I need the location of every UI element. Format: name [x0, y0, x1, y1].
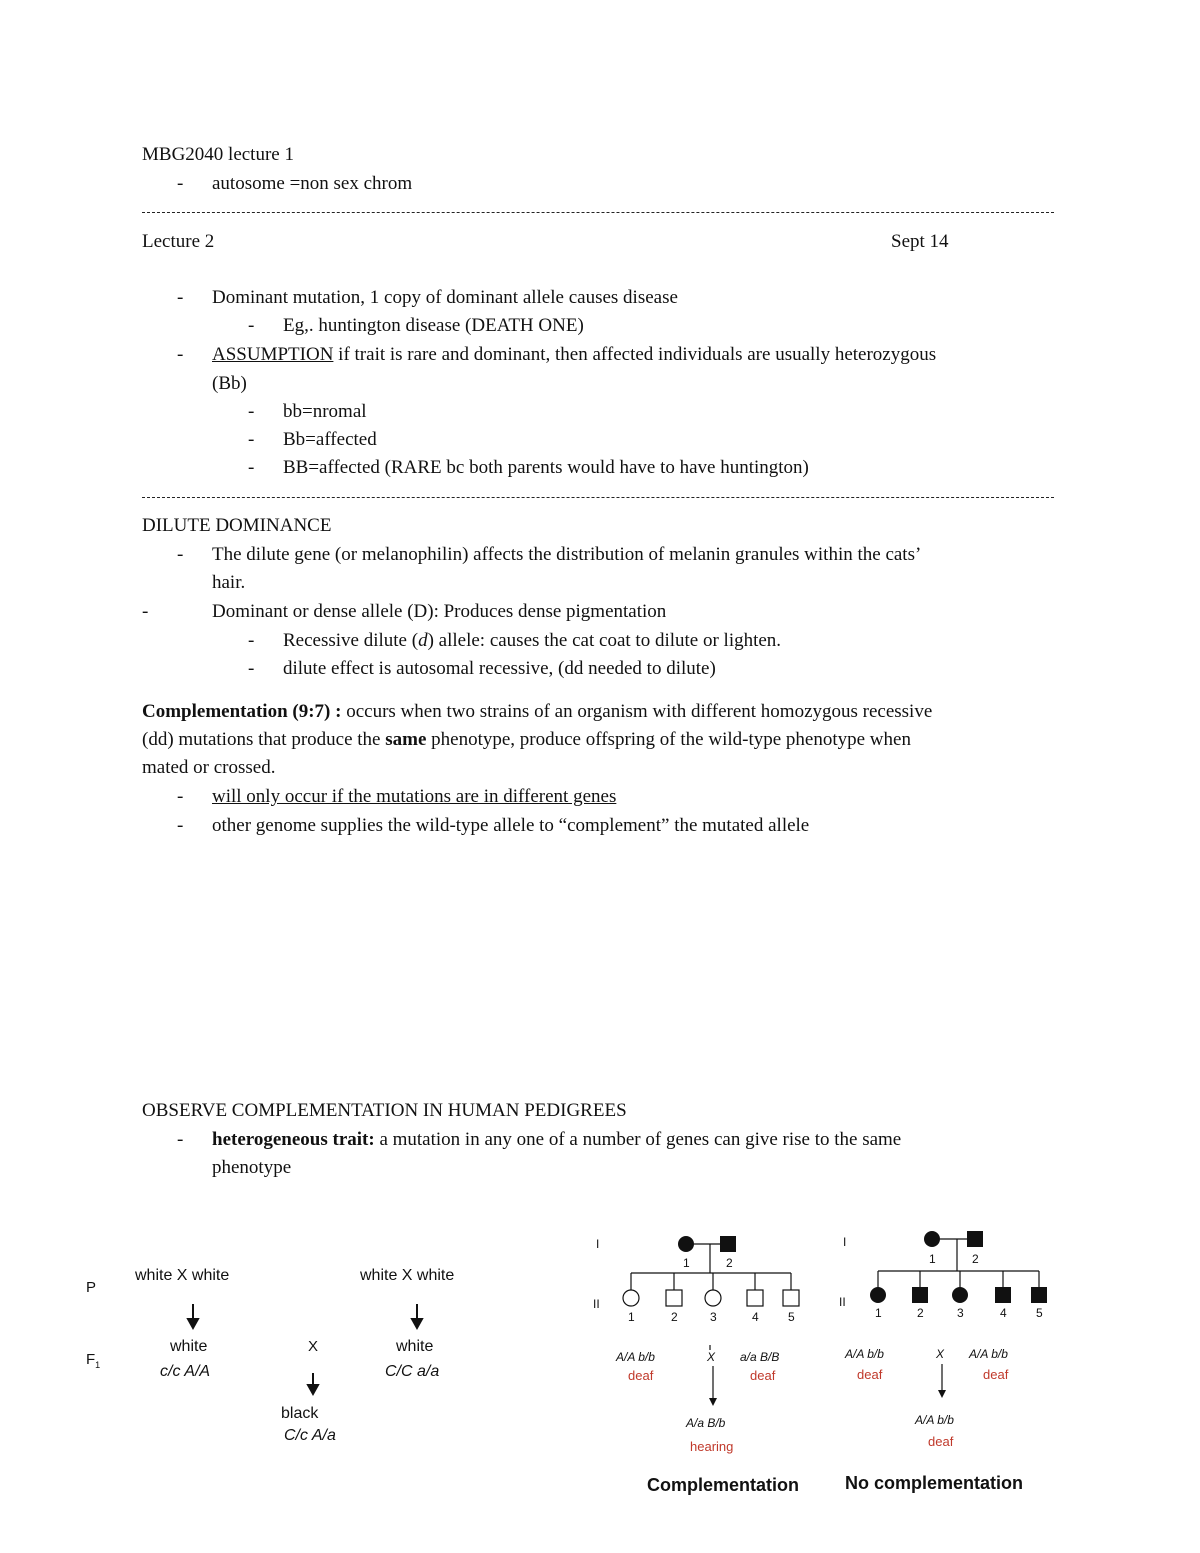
lecture-title: Lecture 2 [142, 231, 215, 252]
offspring-genotype: A/a B/b [686, 1416, 726, 1430]
course-title: MBG2040 lecture 1 [142, 144, 294, 165]
child-1-affected-female [870, 1287, 886, 1303]
f1-subscript: 1 [95, 1360, 101, 1370]
final-offspring: black [281, 1405, 319, 1422]
complementation-text1: occurs when two strains of an organism with different homozygous recessive [346, 701, 933, 722]
child-num-2: 2 [671, 1310, 678, 1324]
bullet-dash: - [248, 429, 255, 450]
bullet-dash: - [248, 401, 255, 422]
dilute-p2: Dominant or dense allele (D): Produces dense pigmentation [212, 601, 667, 622]
bullet-dash: - [177, 1129, 184, 1150]
parent-2-affected-male [967, 1231, 983, 1247]
child-4-unaffected-male [747, 1290, 763, 1306]
left-genotype: A/A b/b [845, 1347, 884, 1361]
example-bullet: Eg,. huntington disease (DEATH ONE) [283, 315, 584, 336]
left-offspring: white [170, 1338, 208, 1355]
dilute-title: DILUTE DOMINANCE [142, 515, 332, 536]
left-phenotype: deaf [628, 1368, 654, 1383]
cross-x: X [308, 1338, 319, 1355]
child-num-4: 4 [1000, 1306, 1007, 1320]
parent-2-affected-male [720, 1236, 736, 1252]
parent-1-affected-female [678, 1236, 694, 1252]
generation-I-label: I [843, 1235, 847, 1249]
left-offspring-genotype: c/c A/A [160, 1363, 211, 1380]
left-cross-parents: white X white [135, 1267, 230, 1284]
complementation-text2a: (dd) mutations that produce the [142, 729, 381, 750]
generation-II-label: II [593, 1297, 600, 1311]
genotype-Bb: Bb=affected [283, 429, 377, 450]
parent-num-1: 1 [929, 1252, 936, 1266]
divider [142, 212, 1054, 213]
bullet-dash: - [248, 630, 255, 651]
complementation-bullet1: will only occur if the mutations are in different genes [212, 786, 617, 807]
observe-cont: phenotype [212, 1157, 292, 1178]
child-3-affected-female [952, 1287, 968, 1303]
assumption-bullet [212, 345, 936, 364]
dilute-p1-cont: hair. [212, 572, 246, 593]
generation-I-label: I [596, 1237, 600, 1251]
bullet-dash: - [177, 786, 184, 807]
child-1-unaffected-female [623, 1290, 639, 1306]
dilute-p1: The dilute gene (or melanophilin) affects the distribution of melanin granules within the cats’ [212, 544, 922, 565]
assumption-cont: (Bb) [212, 373, 247, 394]
child-2-unaffected-male [666, 1290, 682, 1306]
child-4-affected-male [995, 1287, 1011, 1303]
generation-II-label: II [839, 1295, 846, 1309]
right-cross-parents: white X white [360, 1267, 455, 1284]
child-num-3: 3 [957, 1306, 964, 1320]
child-num-4: 4 [752, 1310, 759, 1324]
parent-num-2: 2 [972, 1252, 979, 1266]
child-num-1: 1 [628, 1310, 635, 1324]
bullet-dash: - [177, 173, 184, 194]
child-num-5: 5 [1036, 1306, 1043, 1320]
bullet-dash: - [248, 315, 255, 336]
observe-bullet [212, 1130, 901, 1149]
parent-num-2: 2 [726, 1256, 733, 1270]
p-generation-label: P [86, 1279, 97, 1296]
bullet-dash: - [177, 287, 184, 308]
bullet-dash: - [248, 457, 255, 478]
f1-letter: F [86, 1351, 96, 1368]
right-genotype: A/A b/b [969, 1347, 1008, 1361]
complementation-line2 [142, 730, 911, 749]
child-num-2: 2 [917, 1306, 924, 1320]
child-num-3: 3 [710, 1310, 717, 1324]
offspring-genotype: A/A b/b [915, 1413, 954, 1427]
complementation-label: Complementation (9:7) : [142, 701, 342, 722]
bullet-dash: - [177, 544, 184, 565]
dilute-p3-b: ) allele: causes the cat coat to dilute or lighten. [427, 630, 782, 651]
dilute-p3-d: d [418, 630, 428, 651]
dilute-p3 [283, 631, 781, 650]
caption-no-complementation: No complementation [845, 1473, 1024, 1493]
divider [142, 497, 1054, 498]
right-genotype: a/a B/B [740, 1350, 780, 1364]
complementation-line3: mated or crossed. [142, 757, 276, 778]
child-3-unaffected-female [705, 1290, 721, 1306]
pedigree-lines [0, 0, 1, 1]
right-offspring-genotype: C/C a/a [385, 1363, 440, 1380]
heterogeneous-label: heterogeneous trait: [212, 1129, 375, 1150]
left-phenotype: deaf [857, 1367, 883, 1382]
genotype-bb: bb=nromal [283, 401, 367, 422]
offspring-phenotype: deaf [928, 1434, 954, 1449]
complementation-line1 [142, 702, 932, 721]
right-phenotype: deaf [983, 1367, 1009, 1382]
caption-complementation: Complementation [647, 1475, 800, 1495]
autosome-bullet: autosome =non sex chrom [212, 173, 413, 194]
bullet-dash: - [177, 815, 184, 836]
parent-num-1: 1 [683, 1256, 690, 1270]
final-offspring-genotype: C/c A/a [284, 1427, 336, 1444]
child-2-affected-male [912, 1287, 928, 1303]
dominant-mutation-bullet: Dominant mutation, 1 copy of dominant allele causes disease [212, 287, 678, 308]
assumption-text: if trait is rare and dominant, then affected individuals are usually heterozygous [338, 344, 937, 365]
bullet-dash: - [177, 344, 184, 365]
observe-title: OBSERVE COMPLEMENTATION IN HUMAN PEDIGREES [142, 1100, 627, 1121]
left-genotype: A/A b/b [616, 1350, 655, 1364]
heterogeneous-text: a mutation in any one of a number of genes can give rise to the same [379, 1129, 902, 1150]
f1-generation-label [86, 1352, 100, 1370]
assumption-label: ASSUMPTION [212, 344, 334, 365]
cross-x: X [936, 1347, 945, 1361]
lecture-date: Sept 14 [891, 231, 949, 252]
child-num-1: 1 [875, 1306, 882, 1320]
child-5-affected-male [1031, 1287, 1047, 1303]
complementation-same: same [385, 729, 427, 750]
child-num-5: 5 [788, 1310, 795, 1324]
complementation-bullet2: other genome supplies the wild-type allele to “complement” the mutated allele [212, 815, 810, 836]
dilute-p4: dilute effect is autosomal recessive, (dd needed to dilute) [283, 658, 716, 679]
child-5-unaffected-male [783, 1290, 799, 1306]
bullet-dash: - [248, 658, 255, 679]
dilute-p3-a: Recessive dilute ( [283, 630, 419, 651]
complementation-text2b: phenotype, produce offspring of the wild-type phenotype when [431, 729, 911, 750]
genotype-BB: BB=affected (RARE bc both parents would have to have huntington) [283, 457, 809, 478]
right-offspring: white [396, 1338, 434, 1355]
right-phenotype: deaf [750, 1368, 776, 1383]
offspring-phenotype: hearing [690, 1439, 734, 1454]
cross-x: X [707, 1350, 716, 1364]
parent-1-affected-female [924, 1231, 940, 1247]
bullet-dash: - [142, 601, 149, 622]
